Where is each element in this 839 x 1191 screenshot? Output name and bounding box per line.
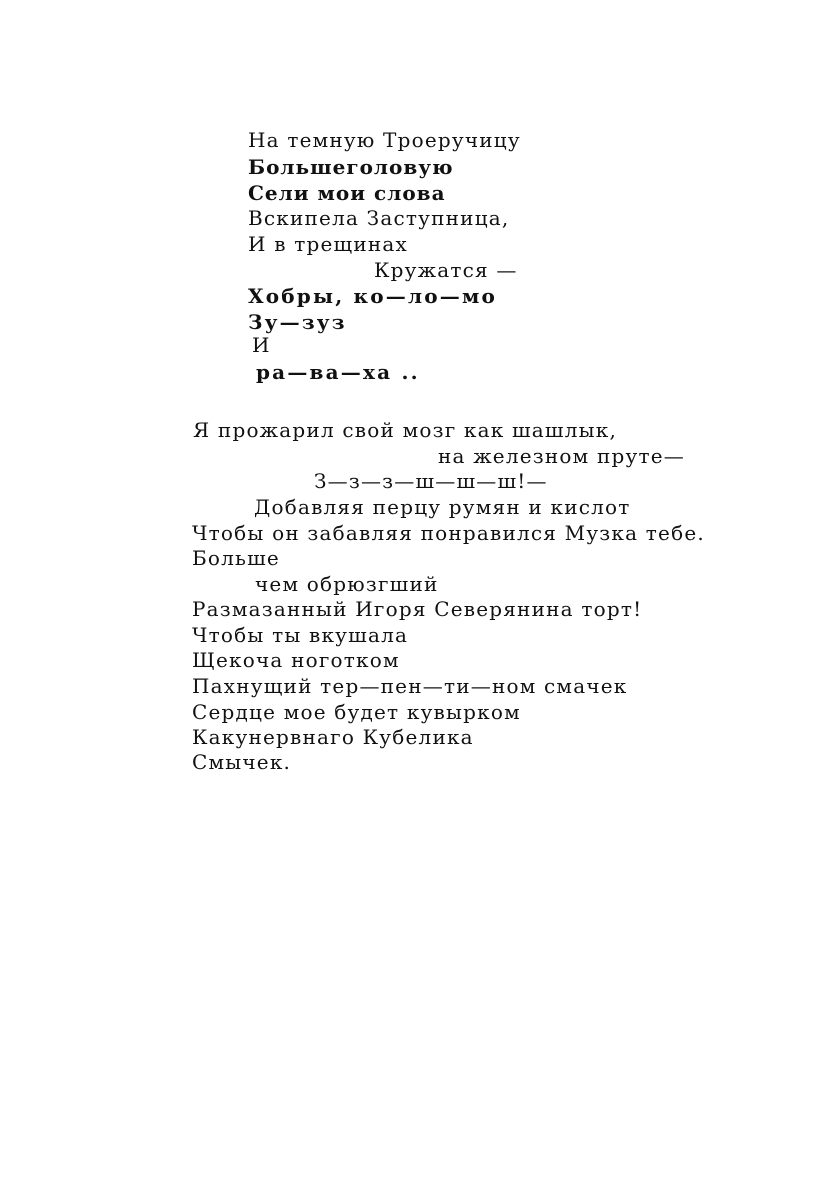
poem-line: на железном пруте—	[438, 444, 685, 468]
poem-line: Добавляя перцу румян и кислот	[254, 495, 631, 519]
poem-line: Чтобы ты вкушала	[192, 623, 409, 647]
poem-line: Зу—зуз	[248, 310, 347, 334]
poem-line: Размазанный Игоря Северянина торт!	[192, 597, 643, 621]
poem-line: Я прожарил свой мозг как шашлык,	[193, 418, 618, 442]
poem-line: Хобры, ко—ло—мо	[248, 284, 498, 308]
poem-line: Больше	[192, 546, 280, 570]
poem-line: ра—ва—ха ..	[256, 360, 420, 384]
poem-line: Чтобы он забавляя понравился Музка тебе.	[192, 521, 705, 545]
poem-line: Сели мои слова	[248, 181, 446, 205]
poem-line: Сердце мое будет кувырком	[192, 700, 521, 724]
poem-line: На темную Троеручицу	[248, 128, 521, 152]
poem-line: Кружатся —	[374, 258, 518, 282]
poem-line: Вскипела Заступница,	[248, 206, 510, 230]
poem-line: Пахнущий тер—пен—ти—ном смачек	[192, 674, 628, 698]
poem-line: Щекоча ноготком	[192, 648, 400, 672]
poem-line: Большеголовую	[248, 155, 454, 179]
poem-line: И	[252, 333, 271, 357]
poem-line: чем обрюзгший	[255, 572, 439, 596]
poem-line: Смычек.	[192, 750, 292, 774]
poem-line: Какунервнаго Кубелика	[192, 725, 474, 749]
poem-line: И в трещинах	[248, 232, 408, 256]
poem-line: З—з—з—ш—ш—ш!—	[314, 469, 548, 493]
